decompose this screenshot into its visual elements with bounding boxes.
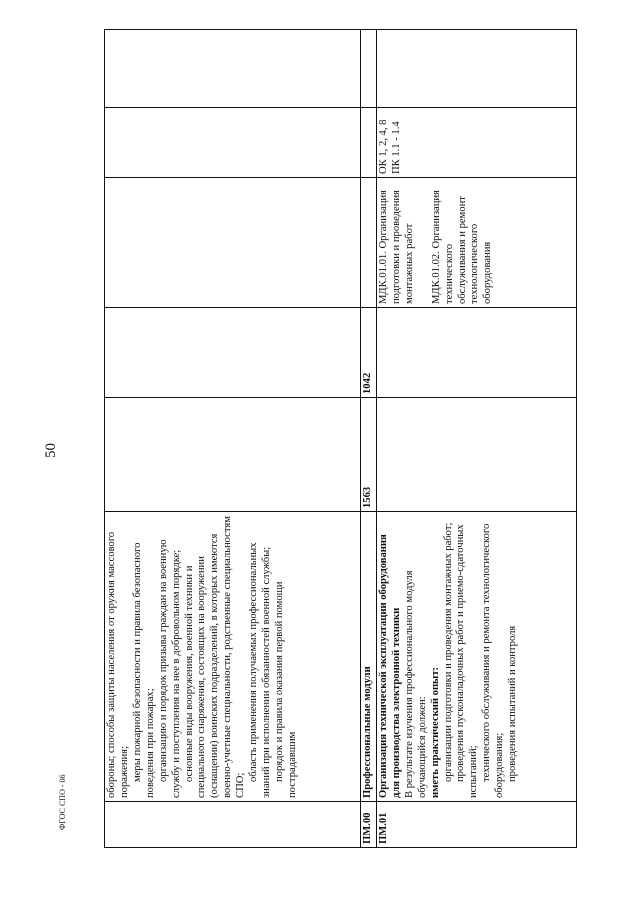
description-cell (105, 512, 361, 802)
module-title: Организация технической эксплуатации оборудования для производства электронной техники (377, 534, 402, 798)
text-line: организацию и порядок призыва граждан на военную службу и поступления на нее в добровольном порядке; (157, 539, 182, 798)
empty-cell (361, 30, 377, 108)
rotated-table-wrapper (104, 30, 594, 848)
description-cell (376, 512, 576, 802)
empty-cell (361, 108, 377, 178)
text-line: В результате изучения профессионального модуля обучающийся должен: (403, 570, 428, 798)
text-line: организации подготовки и проведения монтажных работ; (442, 522, 454, 782)
text-line: основные виды вооружения, военной техники и специального снаряжения, состоящих на вооружении (оснащении) воинских подразделений, в которых имеются военно-учетные специальности, родственные специальностям СПО; (183, 516, 247, 798)
compulsory-hours-cell (376, 308, 576, 398)
module-title: Профессиональные модули (361, 512, 377, 802)
empty-cell (361, 178, 377, 308)
empty-cell (105, 30, 361, 108)
text-line: обороны; способы защиты населения от оружия массового поражения; (106, 531, 130, 798)
table-row (376, 30, 576, 848)
mdk-item: МДК.01.01. Организация подготовки и проведения монтажных работ (377, 190, 415, 304)
compulsory-hours-cell (105, 308, 361, 398)
table-row (105, 30, 361, 848)
module-code: ПМ.01 (376, 802, 576, 848)
competency-cell (105, 108, 361, 178)
mdk-item: МДК.01.02. Организация технического обслуживания и ремонт технологического оборудования (430, 190, 494, 304)
page-number: 50 (43, 443, 59, 458)
total-hours-cell (105, 398, 361, 512)
text-line: меры пожарной безопасности и правила безопасного поведения при пожарах; (131, 542, 156, 798)
total-hours: 1563 (361, 398, 377, 512)
competency-cell: ОК 1, 2, 4, 8 ПК 1.1 - 1.4 (376, 108, 576, 178)
compulsory-hours: 1042 (361, 308, 377, 398)
text-line: порядок и правила оказания первой помощи пострадавшим (273, 581, 298, 798)
discipline-index-cell (376, 178, 576, 308)
discipline-index-cell (105, 178, 361, 308)
table-row (361, 30, 377, 848)
empty-cell (376, 30, 576, 108)
text-line: технического обслуживания и ремонта технологического оборудования; (481, 523, 506, 798)
footer-code: ФГОС СПО - 06 (58, 774, 67, 830)
curriculum-table (104, 29, 577, 848)
text-line: проведения испытаний и контроля (507, 625, 519, 782)
code-cell (105, 802, 361, 848)
module-code: ПМ.00 (361, 802, 377, 848)
total-hours-cell (376, 398, 576, 512)
text-line: проведения пусконаладочных работ и приемо-сдаточных испытаний; (455, 524, 480, 798)
text-line: иметь практический опыт: (429, 666, 441, 798)
text-line: область применения получаемых профессиональных знаний при исполнении обязанностей военной службы; (248, 542, 273, 798)
